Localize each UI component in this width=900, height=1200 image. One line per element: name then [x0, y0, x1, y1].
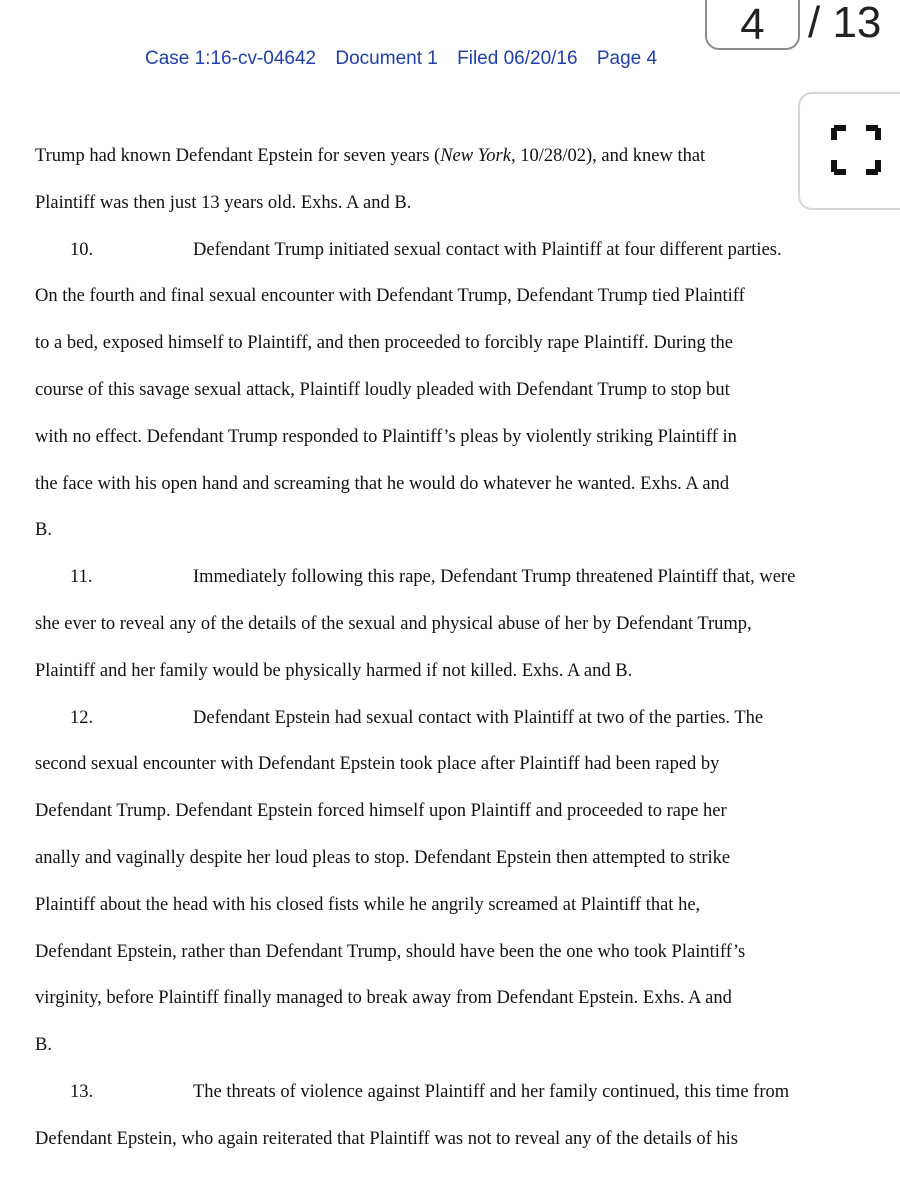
- paragraph-number: 13.: [70, 1081, 94, 1102]
- page-label: Page 4: [596, 48, 658, 69]
- paragraph-number: 10.: [70, 239, 94, 260]
- text-line: Trump had known Defendant Epstein for seven years (New York, 10/28/02), and knew that: [35, 146, 706, 166]
- text-line: B.: [35, 1035, 52, 1056]
- text-line: virginity, before Plaintiff finally managed to break away from Defendant Epstein. Exhs. A and: [35, 988, 732, 1009]
- text-line: course of this savage sexual attack, Plaintiff loudly pleaded with Defendant Trump to stop but: [35, 379, 730, 400]
- text-line: with no effect. Defendant Trump responded to Plaintiff’s pleas by violently striking Plaintiff in: [35, 426, 737, 447]
- filed-date: Filed 06/20/16: [457, 48, 578, 69]
- text-line: to a bed, exposed himself to Plaintiff, and then proceeded to forcibly rape Plaintiff. During the: [35, 333, 734, 354]
- text-line: Defendant Epstein, rather than Defendant Trump, should have been the one who took Plaintiff’s: [35, 941, 746, 962]
- paragraph-10-first-line: 10. Defendant Trump initiated sexual contact with Plaintiff at four different parties.: [35, 227, 835, 274]
- paragraph-number: 12.: [70, 707, 94, 728]
- text-line: anally and vaginally despite her loud pleas to stop. Defendant Epstein then attempted to strike: [35, 847, 731, 868]
- case-number: Case 1:16-cv-04642: [145, 48, 317, 69]
- paragraph-11-first-line: 11. Immediately following this rape, Defendant Trump threatened Plaintiff that, were: [35, 554, 835, 601]
- paragraph-12-first-line: 12. Defendant Epstein had sexual contact with Plaintiff at two of the parties. The: [35, 695, 835, 742]
- page-number-indicator[interactable]: [705, 0, 800, 50]
- text-line: On the fourth and final sexual encounter with Defendant Trump, Defendant Trump tied Plaintiff: [35, 286, 745, 307]
- paragraph-13-first-line: 13. The threats of violence against Plaintiff and her family continued, this time from: [35, 1069, 835, 1116]
- total-pages: / 13: [808, 0, 882, 47]
- text-line: second sexual encounter with Defendant Epstein took place after Plaintiff had been raped by: [35, 754, 720, 775]
- document-number: Document 1: [335, 48, 438, 69]
- current-page: 4: [740, 0, 765, 49]
- text-line: B.: [35, 520, 52, 541]
- text-line: Plaintiff about the head with his closed fists while he angrily screamed at Plaintiff that he,: [35, 894, 701, 915]
- text-line: Defendant Trump. Defendant Epstein forced himself upon Plaintiff and proceeded to rape her: [35, 801, 727, 822]
- document-body: [35, 133, 835, 1163]
- ecf-header: [145, 48, 685, 70]
- text-line: she ever to reveal any of the details of the sexual and physical abuse of her by Defendant Trump,: [35, 613, 752, 634]
- text-line: Defendant Epstein, who again reiterated that Plaintiff was not to reveal any of the details of his: [35, 1128, 738, 1149]
- fullscreen-icon: [830, 124, 882, 176]
- publication-name: New York,: [440, 146, 516, 166]
- text-line: the face with his open hand and screaming that he would do whatever he wanted. Exhs. A and: [35, 473, 730, 494]
- text-line: Plaintiff was then just 13 years old. Exhs. A and B.: [35, 192, 412, 213]
- text-line: Plaintiff and her family would be physically harmed if not killed. Exhs. A and B.: [35, 660, 633, 681]
- paragraph-number: 11.: [70, 567, 93, 588]
